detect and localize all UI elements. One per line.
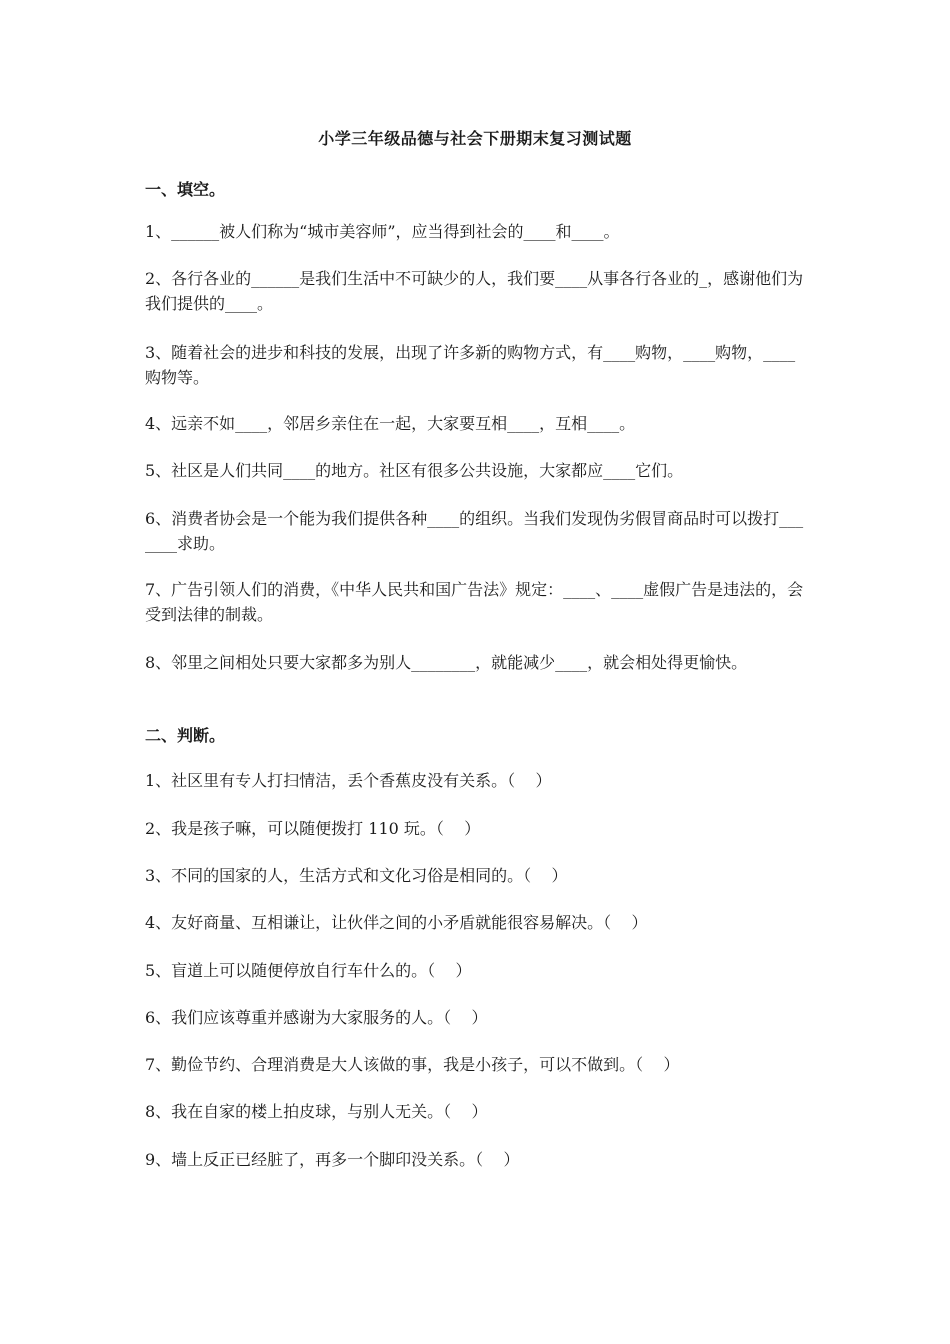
judgement-question-8: 8、我在自家的楼上拍皮球，与别人无关。（ ） [145,1102,488,1121]
fill-blank-question-4: 4、远亲不如____，邻居乡亲住在一起，大家要互相____，互相____。 [145,414,636,433]
page-title: 小学三年级品德与社会下册期末复习测试题 [318,129,632,148]
fill-blank-question-3: 3、随着社会的进步和科技的发展，出现了许多新的购物方式，有____购物，____购物，____购物等。 [145,343,796,387]
fill-blank-question-1: 1、______被人们称为“城市美容师”，应当得到社会的____和____。 [145,222,620,241]
fill-blank-question-2: 2、各行各业的______是我们生活中不可缺少的人，我们要____从事各行各业的_，感谢他们为我们提供的____。 [145,269,804,313]
judgement-question-4: 4、友好商量、互相谦让，让伙伴之间的小矛盾就能很容易解决。（ ） [145,913,648,932]
fill-blank-question-7: 7、广告引领人们的消费，《中华人民共和国广告法》规定：____、____虚假广告是违法的，会受到法律的制裁。 [145,580,804,624]
judgement-question-1: 1、社区里有专人打扫情洁，丢个香蕉皮没有关系。（ ） [145,771,552,790]
judgement-question-3: 3、不同的国家的人，生活方式和文化习俗是相同的。（ ） [145,866,568,885]
judgement-question-2: 2、我是孩子嘛，可以随便拨打 110 玩。（ ） [145,819,481,838]
section-heading-judgement: 二、判断。 [145,726,226,745]
section-heading-fill-blank: 一、填空。 [145,180,226,199]
judgement-question-9: 9、墙上反正已经脏了，再多一个脚印没关系。（ ） [145,1150,520,1169]
judgement-question-7: 7、勤俭节约、合理消费是大人该做的事，我是小孩子，可以不做到。（ ） [145,1055,680,1074]
judgement-question-5: 5、盲道上可以随便停放自行车什么的。（ ） [145,961,472,980]
fill-blank-question-5: 5、社区是人们共同____的地方。社区有很多公共设施，大家都应____它们。 [145,461,684,480]
fill-blank-question-6: 6、消费者协会是一个能为我们提供各种____的组织。当我们发现伪劣假冒商品时可以拨打_______求助。 [145,509,804,553]
judgement-question-6: 6、我们应该尊重并感谢为大家服务的人。（ ） [145,1008,488,1027]
fill-blank-question-8: 8、邻里之间相处只要大家都多为别人________，就能减少____，就会相处得更愉快。 [145,653,748,672]
